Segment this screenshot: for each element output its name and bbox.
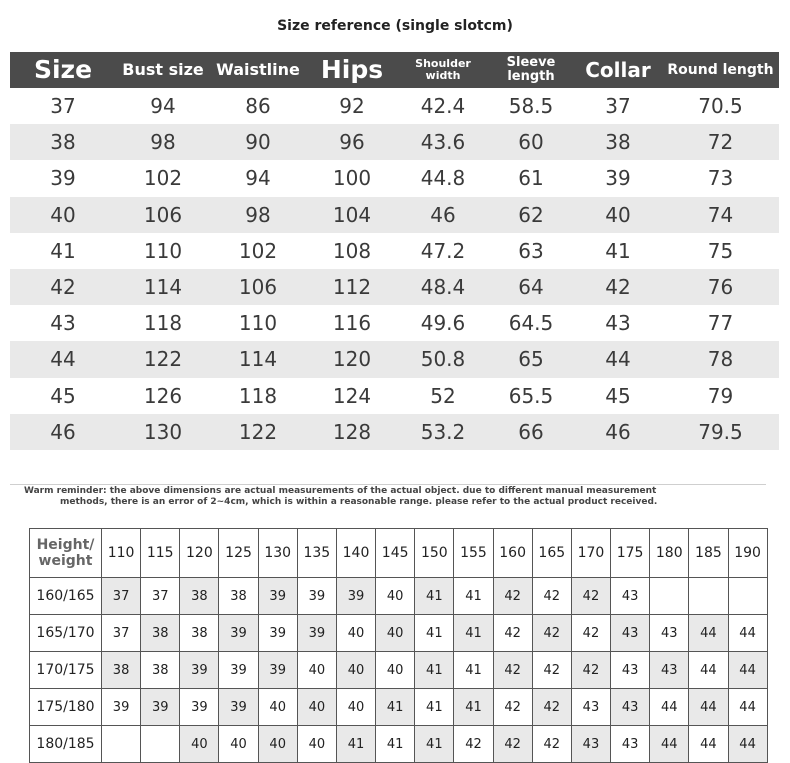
cell-hips: 116 bbox=[332, 311, 372, 336]
hw-cell: 41 bbox=[454, 578, 493, 615]
hw-row bbox=[30, 726, 768, 763]
cell-size: 43 bbox=[50, 311, 76, 336]
cell-shoulder-width: 43.6 bbox=[420, 130, 466, 155]
hw-cell: 44 bbox=[689, 615, 728, 652]
header-waistline: Waistline bbox=[216, 59, 300, 79]
hw-weight-header: 175 bbox=[611, 529, 650, 578]
header-hips: Hips bbox=[320, 54, 384, 84]
hw-height-label: 165/170 bbox=[30, 615, 102, 652]
hw-cell: 43 bbox=[611, 652, 650, 689]
cell-collar: 37 bbox=[605, 94, 631, 119]
cell-size: 45 bbox=[50, 383, 76, 408]
hw-cell: 39 bbox=[297, 615, 336, 652]
hw-cell: 40 bbox=[336, 652, 375, 689]
cell-shoulder-width: 42.4 bbox=[420, 94, 466, 119]
cell-size: 37 bbox=[50, 94, 76, 119]
cell-sleeve-length: 58.5 bbox=[508, 94, 554, 119]
hw-cell: 41 bbox=[376, 726, 415, 763]
header-shoulder-width: Shoulder width bbox=[415, 57, 471, 82]
cell-bust-size: 130 bbox=[143, 419, 183, 444]
hw-cell: 40 bbox=[297, 689, 336, 726]
cell-sleeve-length: 65.5 bbox=[508, 383, 554, 408]
hw-cell: 41 bbox=[454, 615, 493, 652]
cell-shoulder-width: 52 bbox=[430, 383, 456, 408]
cell-round-length: 74 bbox=[707, 202, 734, 227]
hw-weight-header: 130 bbox=[258, 529, 297, 578]
hw-weight-header: 135 bbox=[297, 529, 336, 578]
hw-cell: 44 bbox=[728, 615, 767, 652]
height-weight-body bbox=[30, 529, 768, 763]
size-chart-table bbox=[10, 52, 779, 450]
hw-cell: 39 bbox=[180, 689, 219, 726]
header-size: Size bbox=[33, 54, 93, 84]
cell-collar: 38 bbox=[605, 130, 631, 155]
hw-row bbox=[30, 689, 768, 726]
hw-corner-label: Height/ weight bbox=[30, 529, 102, 578]
hw-cell: 40 bbox=[297, 652, 336, 689]
cell-size: 42 bbox=[50, 275, 76, 300]
cell-collar: 43 bbox=[605, 311, 631, 336]
cell-bust-size: 110 bbox=[143, 238, 183, 263]
cell-size: 44 bbox=[50, 347, 76, 372]
hw-row bbox=[30, 615, 768, 652]
cell-waistline: 110 bbox=[238, 311, 278, 336]
cell-round-length: 72 bbox=[707, 130, 734, 155]
hw-cell: 39 bbox=[258, 578, 297, 615]
cell-shoulder-width: 50.8 bbox=[420, 347, 466, 372]
size-chart-body bbox=[10, 88, 779, 450]
hw-cell: 41 bbox=[415, 615, 454, 652]
header-sleeve-length: Sleeve length bbox=[506, 55, 556, 84]
hw-cell: 37 bbox=[102, 615, 141, 652]
hw-cell: 39 bbox=[258, 652, 297, 689]
hw-weight-header: 155 bbox=[454, 529, 493, 578]
cell-sleeve-length: 64.5 bbox=[508, 311, 554, 336]
cell-waistline: 94 bbox=[245, 166, 271, 191]
hw-cell: 39 bbox=[219, 652, 258, 689]
reminder-line-2: methods, there is an error of 2~4cm, which is within a reasonable range. please refer to the actual product received. bbox=[60, 497, 658, 507]
cell-hips: 108 bbox=[332, 238, 372, 263]
hw-weight-header: 180 bbox=[650, 529, 689, 578]
cell-waistline: 102 bbox=[238, 238, 278, 263]
hw-cell: 39 bbox=[336, 578, 375, 615]
hw-cell: 39 bbox=[141, 689, 180, 726]
size-row bbox=[10, 305, 779, 341]
hw-weight-header: 160 bbox=[493, 529, 532, 578]
hw-cell: 43 bbox=[611, 615, 650, 652]
hw-cell: 38 bbox=[180, 578, 219, 615]
cell-shoulder-width: 49.6 bbox=[420, 311, 466, 336]
hw-cell bbox=[102, 726, 141, 763]
hw-cell: 44 bbox=[689, 652, 728, 689]
cell-hips: 120 bbox=[332, 347, 372, 372]
hw-cell: 37 bbox=[141, 578, 180, 615]
cell-collar: 42 bbox=[605, 275, 631, 300]
hw-cell bbox=[728, 578, 767, 615]
cell-size: 40 bbox=[50, 202, 76, 227]
hw-cell: 42 bbox=[493, 689, 532, 726]
hw-cell: 40 bbox=[376, 615, 415, 652]
hw-cell: 42 bbox=[532, 689, 571, 726]
size-row bbox=[10, 233, 779, 269]
page-title: Size reference (single slotcm) bbox=[277, 18, 513, 34]
cell-waistline: 98 bbox=[245, 202, 271, 227]
size-row bbox=[10, 88, 779, 124]
hw-cell: 42 bbox=[532, 615, 571, 652]
cell-size: 39 bbox=[50, 166, 76, 191]
hw-cell: 40 bbox=[336, 689, 375, 726]
hw-weight-header: 185 bbox=[689, 529, 728, 578]
cell-bust-size: 98 bbox=[150, 130, 176, 155]
hw-weight-header: 170 bbox=[571, 529, 610, 578]
hw-cell: 43 bbox=[571, 726, 610, 763]
cell-sleeve-length: 66 bbox=[518, 419, 544, 444]
cell-round-length: 79.5 bbox=[698, 419, 743, 444]
size-row bbox=[10, 414, 779, 450]
hw-cell: 44 bbox=[728, 689, 767, 726]
section-divider bbox=[10, 484, 766, 485]
hw-cell: 42 bbox=[493, 726, 532, 763]
hw-cell: 44 bbox=[689, 689, 728, 726]
hw-cell: 41 bbox=[454, 689, 493, 726]
cell-sleeve-length: 60 bbox=[518, 130, 544, 155]
hw-cell: 41 bbox=[415, 726, 454, 763]
cell-shoulder-width: 47.2 bbox=[420, 238, 466, 263]
size-row bbox=[10, 197, 779, 233]
hw-cell bbox=[141, 726, 180, 763]
hw-cell: 41 bbox=[454, 652, 493, 689]
size-row bbox=[10, 124, 779, 160]
cell-size: 41 bbox=[50, 238, 76, 263]
cell-shoulder-width: 48.4 bbox=[420, 275, 466, 300]
cell-sleeve-length: 61 bbox=[518, 166, 544, 191]
hw-weight-header: 110 bbox=[102, 529, 141, 578]
hw-cell: 41 bbox=[415, 652, 454, 689]
hw-cell: 39 bbox=[102, 689, 141, 726]
cell-bust-size: 114 bbox=[143, 275, 183, 300]
hw-cell: 43 bbox=[571, 689, 610, 726]
cell-waistline: 90 bbox=[245, 130, 271, 155]
hw-cell: 44 bbox=[728, 726, 767, 763]
cell-sleeve-length: 62 bbox=[518, 202, 544, 227]
hw-cell: 38 bbox=[102, 652, 141, 689]
cell-waistline: 106 bbox=[238, 275, 278, 300]
hw-header-row bbox=[30, 529, 768, 578]
hw-cell: 40 bbox=[376, 578, 415, 615]
hw-cell: 39 bbox=[219, 615, 258, 652]
hw-cell: 41 bbox=[415, 689, 454, 726]
cell-sleeve-length: 64 bbox=[518, 275, 544, 300]
hw-cell: 43 bbox=[611, 726, 650, 763]
hw-cell: 42 bbox=[493, 615, 532, 652]
hw-height-label: 170/175 bbox=[30, 652, 102, 689]
size-row bbox=[10, 341, 779, 377]
cell-collar: 39 bbox=[605, 166, 631, 191]
cell-sleeve-length: 65 bbox=[518, 347, 544, 372]
hw-cell: 43 bbox=[650, 652, 689, 689]
hw-cell bbox=[650, 578, 689, 615]
cell-waistline: 122 bbox=[238, 419, 278, 444]
hw-cell: 38 bbox=[219, 578, 258, 615]
cell-bust-size: 94 bbox=[150, 94, 176, 119]
hw-cell: 44 bbox=[728, 652, 767, 689]
cell-bust-size: 122 bbox=[143, 347, 183, 372]
cell-hips: 124 bbox=[332, 383, 372, 408]
cell-collar: 44 bbox=[605, 347, 631, 372]
hw-cell: 38 bbox=[141, 652, 180, 689]
size-row bbox=[10, 269, 779, 305]
hw-weight-header: 140 bbox=[336, 529, 375, 578]
cell-bust-size: 106 bbox=[143, 202, 183, 227]
hw-weight-header: 125 bbox=[219, 529, 258, 578]
cell-round-length: 79 bbox=[707, 383, 734, 408]
hw-cell: 44 bbox=[650, 689, 689, 726]
hw-cell: 41 bbox=[415, 578, 454, 615]
hw-cell: 39 bbox=[297, 578, 336, 615]
hw-row bbox=[30, 578, 768, 615]
cell-round-length: 70.5 bbox=[698, 94, 743, 119]
hw-cell: 39 bbox=[219, 689, 258, 726]
header-round-length: Round length bbox=[667, 61, 774, 78]
size-chart-header-row bbox=[10, 52, 779, 88]
cell-round-length: 76 bbox=[707, 275, 734, 300]
cell-round-length: 77 bbox=[707, 311, 734, 336]
cell-hips: 96 bbox=[339, 130, 365, 155]
cell-collar: 45 bbox=[605, 383, 631, 408]
size-row bbox=[10, 160, 779, 196]
hw-weight-header: 120 bbox=[180, 529, 219, 578]
cell-shoulder-width: 44.8 bbox=[420, 166, 466, 191]
hw-weight-header: 150 bbox=[415, 529, 454, 578]
size-row bbox=[10, 378, 779, 414]
hw-cell: 37 bbox=[102, 578, 141, 615]
cell-bust-size: 118 bbox=[143, 311, 183, 336]
hw-height-label: 180/185 bbox=[30, 726, 102, 763]
height-weight-table bbox=[29, 528, 768, 763]
hw-cell: 44 bbox=[650, 726, 689, 763]
hw-cell: 38 bbox=[141, 615, 180, 652]
cell-collar: 41 bbox=[605, 238, 631, 263]
cell-hips: 100 bbox=[332, 166, 372, 191]
warm-reminder bbox=[24, 486, 664, 508]
cell-waistline: 114 bbox=[238, 347, 278, 372]
cell-sleeve-length: 63 bbox=[518, 238, 544, 263]
hw-cell: 42 bbox=[454, 726, 493, 763]
hw-cell: 42 bbox=[571, 578, 610, 615]
hw-cell: 42 bbox=[532, 578, 571, 615]
hw-cell: 42 bbox=[532, 652, 571, 689]
cell-round-length: 73 bbox=[707, 166, 734, 191]
cell-size: 38 bbox=[50, 130, 76, 155]
hw-cell: 43 bbox=[611, 578, 650, 615]
cell-shoulder-width: 46 bbox=[430, 202, 456, 227]
cell-hips: 104 bbox=[332, 202, 372, 227]
hw-cell: 42 bbox=[493, 578, 532, 615]
hw-weight-header: 145 bbox=[376, 529, 415, 578]
cell-round-length: 75 bbox=[707, 238, 734, 263]
header-bust-size: Bust size bbox=[122, 59, 204, 79]
hw-cell: 41 bbox=[336, 726, 375, 763]
hw-cell: 38 bbox=[180, 615, 219, 652]
cell-hips: 128 bbox=[332, 419, 372, 444]
hw-cell: 41 bbox=[376, 689, 415, 726]
hw-weight-header: 165 bbox=[532, 529, 571, 578]
cell-bust-size: 102 bbox=[143, 166, 183, 191]
header-collar: Collar bbox=[585, 57, 651, 82]
hw-row bbox=[30, 652, 768, 689]
hw-cell: 42 bbox=[493, 652, 532, 689]
hw-cell: 40 bbox=[180, 726, 219, 763]
hw-cell: 44 bbox=[689, 726, 728, 763]
cell-waistline: 86 bbox=[245, 94, 271, 119]
hw-cell: 42 bbox=[532, 726, 571, 763]
hw-height-label: 175/180 bbox=[30, 689, 102, 726]
hw-weight-header: 115 bbox=[141, 529, 180, 578]
cell-round-length: 78 bbox=[707, 347, 734, 372]
cell-hips: 112 bbox=[332, 275, 372, 300]
hw-cell: 42 bbox=[571, 615, 610, 652]
hw-cell: 40 bbox=[376, 652, 415, 689]
cell-size: 46 bbox=[50, 419, 76, 444]
hw-cell: 43 bbox=[611, 689, 650, 726]
cell-hips: 92 bbox=[339, 94, 365, 119]
cell-collar: 46 bbox=[605, 419, 631, 444]
cell-shoulder-width: 53.2 bbox=[420, 419, 466, 444]
cell-waistline: 118 bbox=[238, 383, 278, 408]
hw-height-label: 160/165 bbox=[30, 578, 102, 615]
hw-cell: 42 bbox=[571, 652, 610, 689]
reminder-line-1: Warm reminder: the above dimensions are actual measurements of the actual object. due to different manual measurement bbox=[24, 486, 657, 496]
hw-weight-header: 190 bbox=[728, 529, 767, 578]
cell-collar: 40 bbox=[605, 202, 631, 227]
hw-cell: 43 bbox=[650, 615, 689, 652]
hw-cell: 40 bbox=[336, 615, 375, 652]
hw-cell: 40 bbox=[219, 726, 258, 763]
cell-bust-size: 126 bbox=[143, 383, 183, 408]
hw-cell: 40 bbox=[258, 689, 297, 726]
hw-cell: 39 bbox=[180, 652, 219, 689]
hw-cell: 40 bbox=[258, 726, 297, 763]
hw-cell: 40 bbox=[297, 726, 336, 763]
hw-cell: 39 bbox=[258, 615, 297, 652]
hw-cell bbox=[689, 578, 728, 615]
